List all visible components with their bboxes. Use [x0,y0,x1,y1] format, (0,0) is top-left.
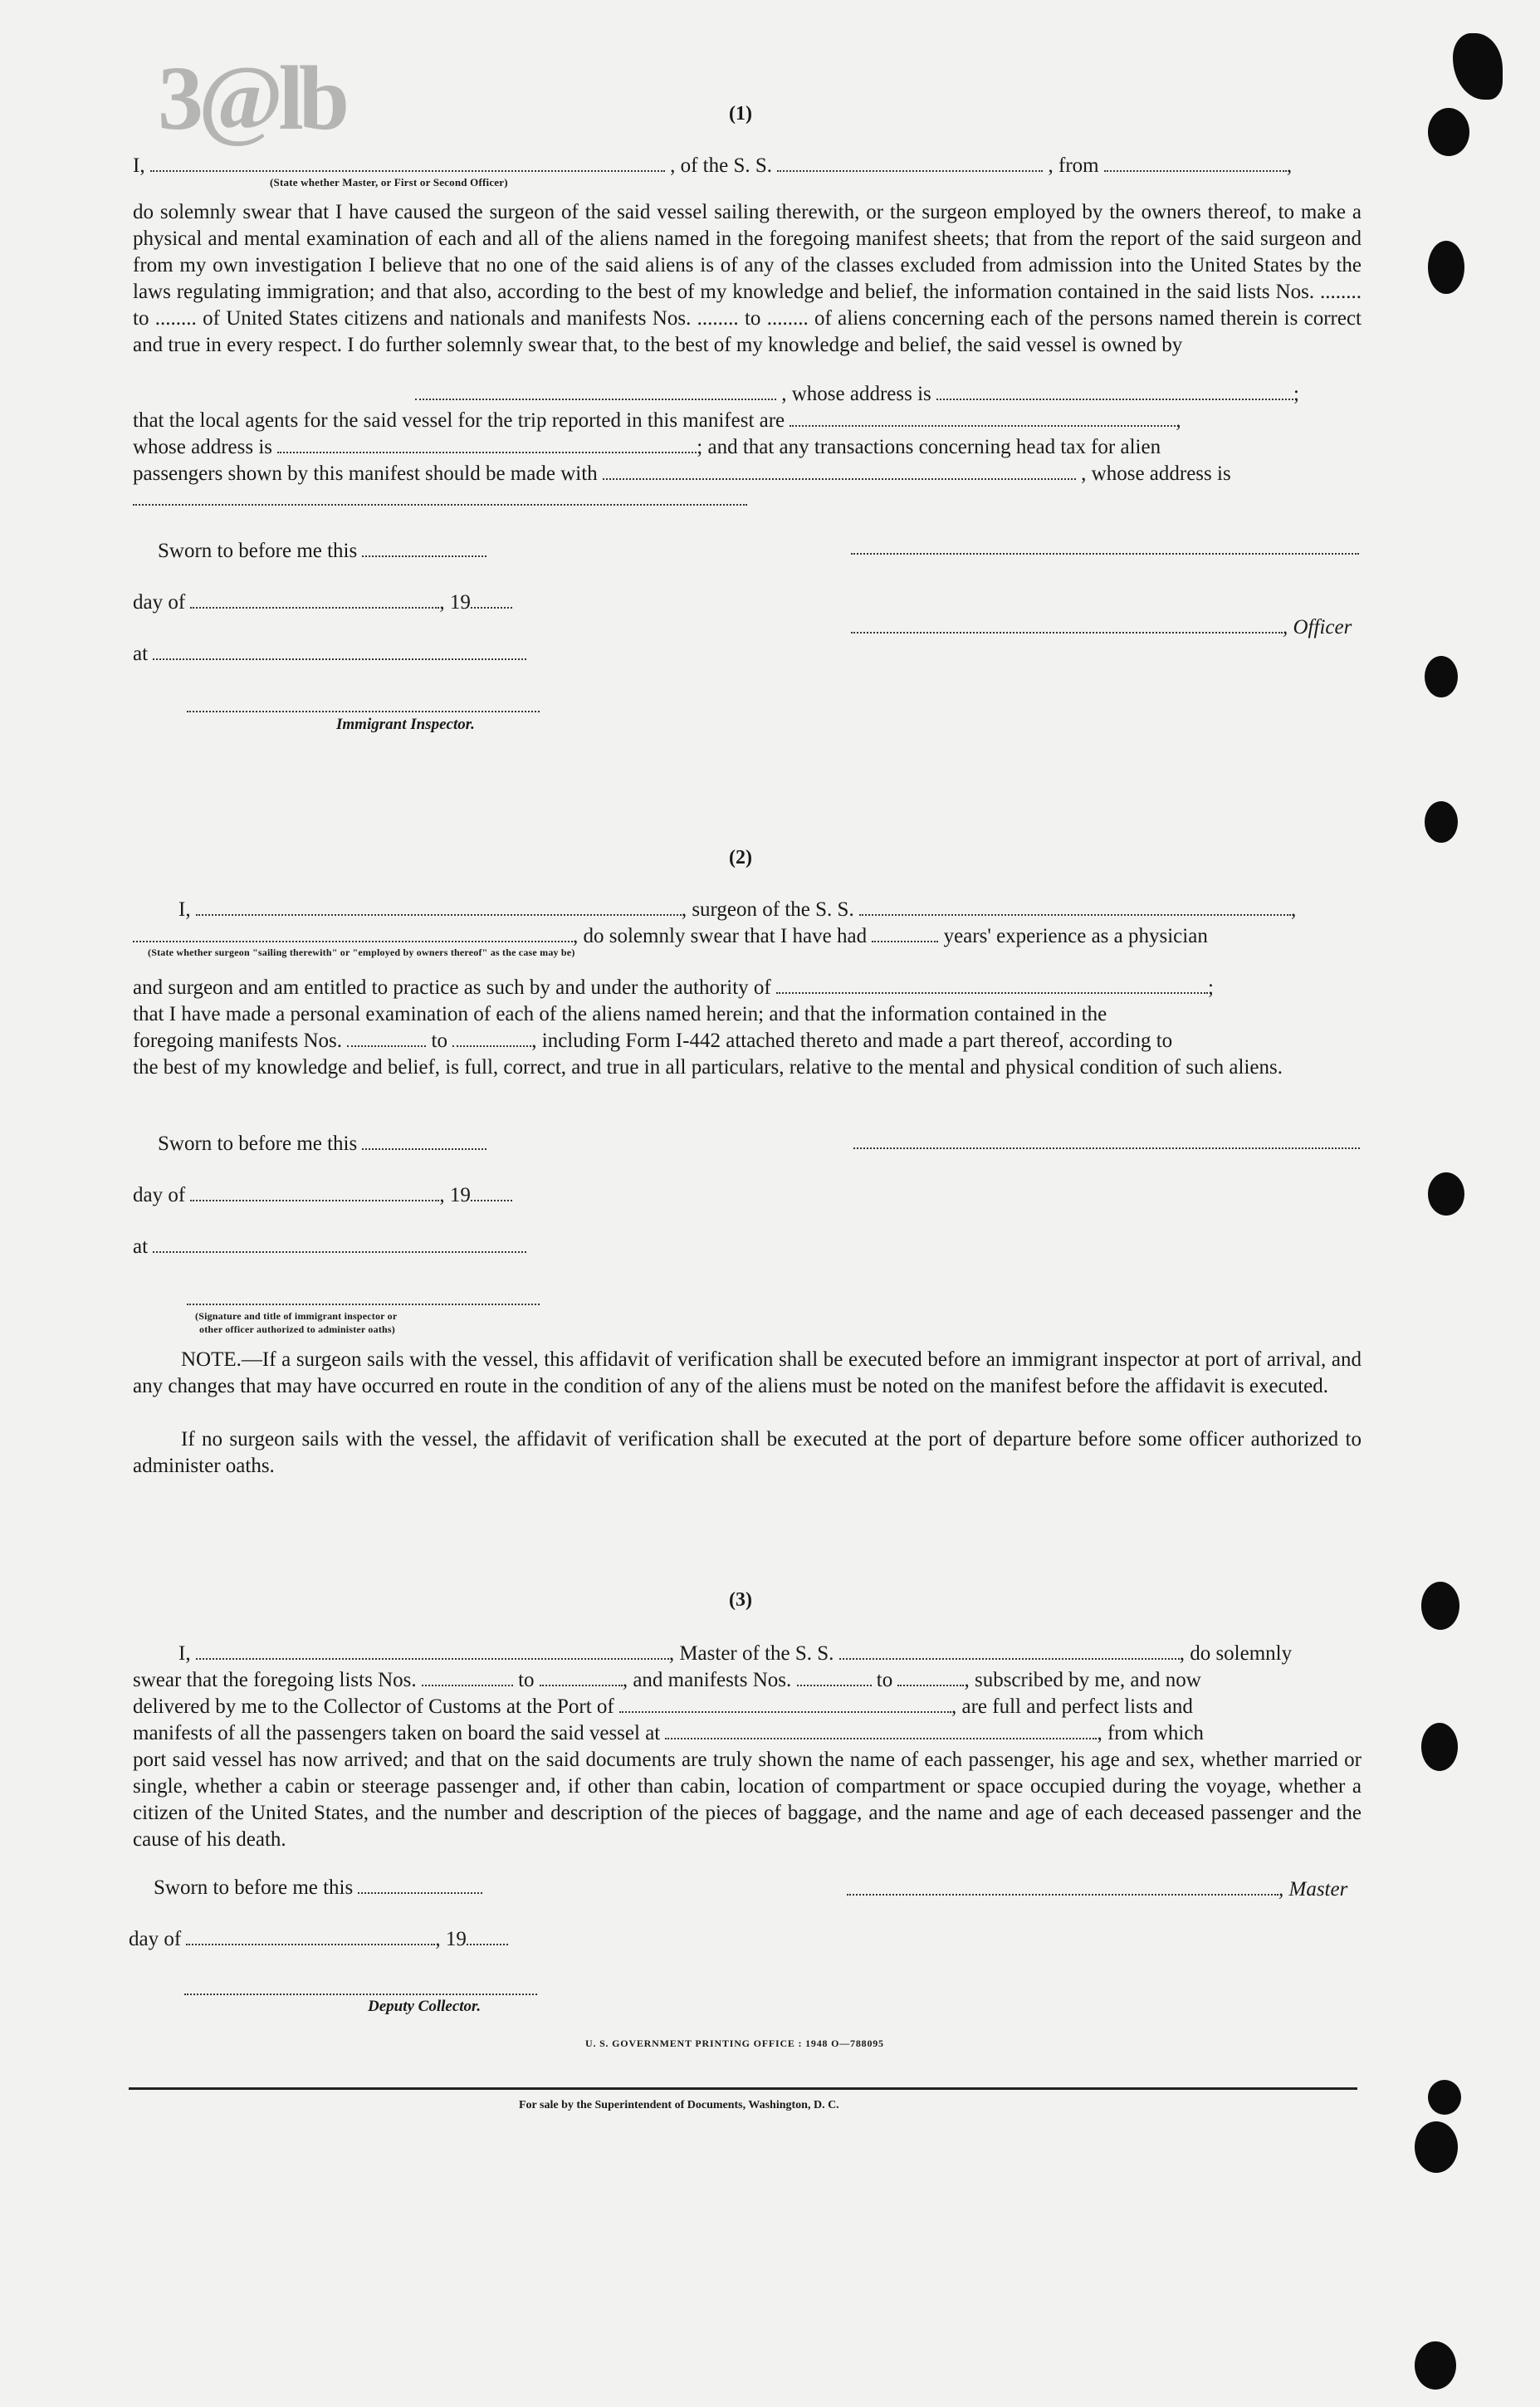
local-agents-row: that the local agents for the said vessel for the trip reported in this manifest are , [133,409,1181,432]
surgeon-name-field[interactable] [196,898,682,916]
head-tax-address-row [133,487,747,513]
officer-row [851,614,1352,641]
year-label-3: , 19 [435,1928,467,1950]
section-2-line-1: I, , surgeon of the S. S. , [178,898,1297,921]
i-label: I, [133,154,145,177]
to-label-3a: to [518,1669,535,1691]
sworn-label: Sworn to before me this [158,540,358,562]
year-field[interactable] [471,590,512,609]
faded-stamp-mark: 3@lb [158,47,345,149]
subscribed-label: , subscribed by me, and now [964,1669,1201,1691]
lists-from-field[interactable] [422,1668,513,1686]
to-label: to [431,1030,447,1052]
sworn-label-3: Sworn to before me this [154,1876,354,1899]
vessel-name-field[interactable] [777,154,1043,172]
sworn-row-2 [158,1131,486,1157]
of-ss-label: , of the S. S. [670,154,773,177]
local-agents-label: that the local agents for the said vessel for the trip reported in this manifest are [133,409,785,432]
to-label-3b: to [876,1669,893,1691]
month-field-3[interactable] [186,1927,435,1945]
i-label-3: I, [178,1642,191,1665]
day-of-label-2: day of [133,1184,186,1206]
authority-row: and surgeon and am entitled to practice as such by and under the authority of ; [133,976,1214,999]
deputy-signature-line[interactable] [184,1994,537,1995]
manifest-from-field[interactable] [347,1029,426,1047]
section-3-line-4 [133,1720,1204,1747]
agents-address-field[interactable] [277,435,697,453]
from-label: , from [1048,154,1099,177]
manifests-from-field[interactable] [797,1668,872,1686]
day-of-label: day of [133,591,186,614]
passengers-shown-row [133,461,1231,487]
officer-title-caption: (State whether Master, or First or Second Officer) [270,176,508,188]
manifests-of-label: manifests of all the passengers taken on board the said vessel at [133,1722,661,1744]
owned-by-row: , whose address is ; [415,381,1299,408]
sworn-label-2: Sworn to before me this [158,1133,358,1155]
day-of-row-1 [133,590,512,616]
master-name-field[interactable] [196,1641,669,1660]
surgeon-type-field[interactable] [133,924,573,942]
agents-address-row [133,434,1161,461]
head-tax-text: ; and that any transactions concerning head tax for alien [697,436,1161,458]
binder-hole [1415,2121,1458,2173]
year-label-2: , 19 [439,1184,471,1206]
do-solemnly-label-3: , do solemnly [1179,1642,1293,1665]
section-2-number: (2) [729,847,752,868]
sig-caption-2: other officer authorized to administer oaths) [199,1323,395,1335]
section-2-body-b [133,1028,1172,1054]
sig-caption-1: (Signature and title of immigrant inspector or [195,1310,398,1322]
section-3-line-3 [133,1694,1193,1720]
owner-name-field[interactable] [415,382,776,400]
local-agents-field[interactable] [790,409,1176,427]
surgeon-type-caption: (State whether surgeon "sailing therewith" or "employed by owners thereof" as the case may be) [148,947,575,958]
form-i442-text: , including Form I-442 attached thereto and made a part thereof, according to [531,1030,1173,1052]
section-2-body-c: the best of my knowledge and belief, is full, correct, and true in all particulars, relative to the mental and physical condition of such aliens. [133,1056,1283,1079]
binder-hole [1428,1172,1464,1216]
head-tax-address-field[interactable] [133,487,747,506]
surgeon-of-ss-label: , surgeon of the S. S. [681,898,854,921]
section-1-line-1: I, , of the S. S. , from , [133,154,1293,177]
foregoing-manifests-label: foregoing manifests Nos. [133,1030,343,1052]
section-1-number: (1) [729,103,752,125]
officer-label: , Officer [1283,616,1352,638]
inspector-caption: Immigrant Inspector. [336,716,475,733]
year-field-2[interactable] [471,1183,512,1201]
binder-hole [1421,1582,1459,1630]
torn-corner [1453,33,1503,100]
officer-name-field[interactable] [851,615,1283,634]
boarding-port-field[interactable] [665,1721,1097,1739]
binder-hole [1415,2341,1456,2390]
sworn-date-field[interactable] [362,539,486,557]
master-label: , Master [1278,1878,1348,1901]
printing-office-line: U. S. GOVERNMENT PRINTING OFFICE : 1948 O—788095 [585,2038,884,2049]
port-field[interactable] [619,1695,951,1713]
sworn-date-field-2[interactable] [362,1132,486,1150]
day-of-row-2 [133,1182,512,1209]
section-3-number: (3) [729,1589,752,1611]
binder-hole [1428,108,1469,156]
authority-field[interactable] [776,976,1208,994]
whose-address-label: , whose address is [781,383,931,405]
vessel-name-field-2[interactable] [859,898,1291,916]
whose-address-label-3: , whose address is [1081,462,1231,485]
do-solemnly-label: , do solemnly swear that I have had [573,925,868,947]
years-exp-label: years' experience as a physician [943,925,1208,947]
officer-signature-line[interactable] [851,553,1359,555]
year-field-3[interactable] [467,1927,508,1945]
and-manifests-label: , and manifests Nos. [622,1669,792,1691]
inspector-signature-line-2[interactable] [187,1304,540,1305]
surgeon-signature-line[interactable] [853,1147,1360,1149]
note-paragraph-2: If no surgeon sails with the vessel, the affidavit of verification shall be executed at the port of departure before some officer authorized to administer oaths. [133,1428,1362,1477]
at-row-2 [133,1234,526,1260]
passengers-shown-label: passengers shown by this manifest should be made with [133,462,598,485]
footer-rule [129,2087,1357,2090]
section-3-line-1 [178,1641,1292,1667]
note-paragraph-1: NOTE.—If a surgeon sails with the vessel, this affidavit of verification shall be executed before an immigrant inspector at port of arrival, and any changes that may have occurred en route in the condition of any of the aliens must be noted on the manifest before the affidavit is executed. [133,1348,1362,1397]
sworn-date-field-3[interactable] [358,1876,482,1894]
place-field-2[interactable] [153,1235,526,1253]
binder-hole [1425,656,1458,697]
binder-hole [1425,801,1458,843]
at-label: at [133,643,149,665]
inspector-signature-line[interactable] [187,711,540,712]
deputy-caption: Deputy Collector. [368,1998,482,2015]
day-of-row-3 [129,1926,508,1953]
sworn-row-1 [158,538,486,565]
delivered-label: delivered by me to the Collector of Customs at the Port of [133,1695,614,1718]
year-label: , 19 [439,591,471,614]
month-field-2[interactable] [190,1183,439,1201]
section-3-body: port said vessel has now arrived; and that on the said documents are truly shown the name of each passenger, his age and sex, whether married or single, whether a cabin or steerage passenger and, if other than cabin, location of compartment or space occupied during the voyage, whether a citizen of the United States, and the number and description of the pieces of baggage, and the name and age of each deceased passenger and the cause of his death. [133,1749,1362,1851]
master-of-ss-label: , Master of the S. S. [668,1642,834,1665]
section-1-body: do solemnly swear that I have caused the surgeon of the said vessel sailing therewith, or the surgeon employed by the owners thereof, to make a physical and mental examination of each and all of the aliens named in the foregoing manifest sheets; that from the report of the said surgeon and from my own investigation I believe that no one of the said aliens is of any of the classes excluded from admission into the United States by the laws regulating immigration; and that also, according to the best of my knowledge and belief, the information contained in the said lists Nos. ........ to ........ of United States citizens and nationals and manifests Nos. ........ to ........ of aliens concerning each of the persons named therein is correct and true in every respect. I do further solemnly swear that, to the best of my knowledge and belief, the said vessel is owned by [133,201,1362,356]
lists-to-field[interactable] [540,1668,623,1686]
master-signature-field[interactable] [847,1877,1278,1896]
at-row-1 [133,641,526,668]
manifests-to-field[interactable] [897,1668,964,1686]
swear-lists-label: swear that the foregoing lists Nos. [133,1669,417,1691]
sworn-row-3 [154,1875,482,1901]
master-signature-row [847,1876,1347,1903]
for-sale-line: For sale by the Superintendent of Documents, Washington, D. C. [519,2099,839,2111]
binder-hole [1428,241,1464,294]
vessel-name-field-3[interactable] [839,1641,1180,1660]
agents-address-label: whose address is [133,436,273,458]
section-3-line-2 [133,1667,1201,1694]
head-tax-party-field[interactable] [603,462,1076,480]
section-2-body-a: that I have made a personal examination of each of the aliens named herein; and that the information contained in the [133,1003,1107,1025]
day-of-label-3: day of [129,1928,182,1950]
from-port-field[interactable] [1104,154,1287,172]
at-label-2: at [133,1235,149,1258]
place-field[interactable] [153,642,526,660]
are-full-label: , are full and perfect lists and [951,1695,1193,1718]
years-field[interactable] [872,924,938,942]
manifest-to-field[interactable] [452,1029,531,1047]
officer-title-field[interactable] [150,154,665,172]
binder-hole [1428,2080,1461,2115]
owner-address-field[interactable] [936,382,1293,400]
i-label-2: I, [178,898,191,921]
month-field[interactable] [190,590,439,609]
from-which-label: , from which [1097,1722,1204,1744]
binder-hole [1421,1723,1458,1771]
authority-label: and surgeon and am entitled to practice as such by and under the authority of [133,976,771,999]
